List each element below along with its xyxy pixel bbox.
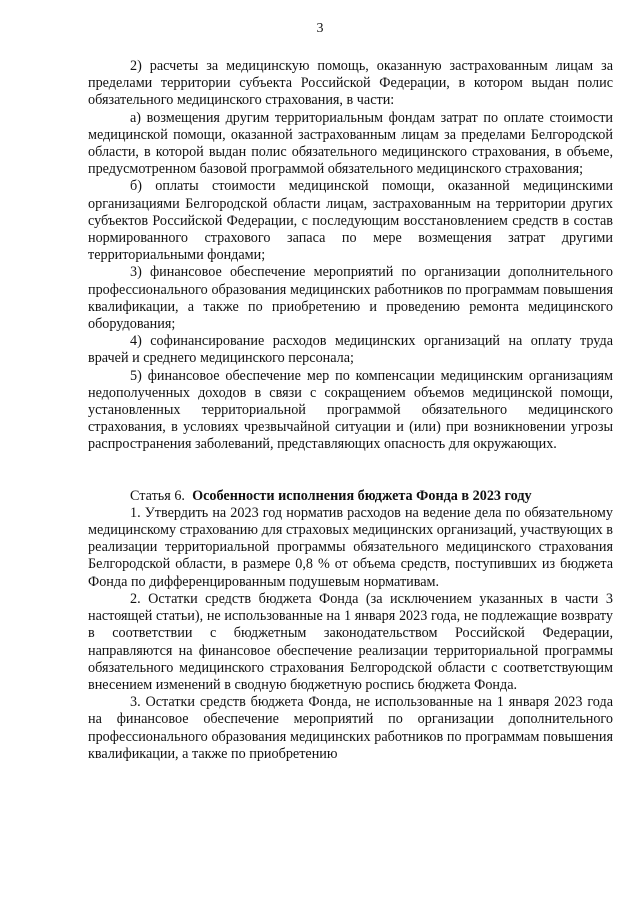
list-section [88,58,613,454]
article-paragraph: 1. Утвердить на 2023 год норматив расходов на ведение дела по обязательному медицинскому страхованию для страховых медицинских организаций, участвующих в реализации территориальной программы обязательного медицинского страхования Белгородской области, в размере 0,8 % от объема средств, поступивших из бюджета Фонда по дифференцированным подушевым нормативам. [88,504,613,590]
article-section [88,505,613,763]
article-label: Статья 6. [130,487,185,504]
list-item: 3) финансовое обеспечение мероприятий по организации дополнительного профессионального образования медицинских работников по программам повышения квалификации, а также по приобретению и проведению ремонта медицинского оборудования; [88,264,613,333]
list-item: а) возмещения другим территориальным фондам затрат по оплате стоимости медицинской помощи, оказанной застрахованным лицам за пределами Белгородской области, в которой выдан полис обязательного медицинского страхования, в объеме, предусмотренном базовой программой обязательного медицинского страхования; [88,109,613,178]
article-paragraph: 3. Остатки средств бюджета Фонда, не использованные на 1 января 2023 года на финансовое обеспечение мероприятий по организации дополнительного профессионального образования медицинских работников по программам повышения квалификации, а также по приобретению [88,694,613,762]
article-title: Особенности исполнения бюджета Фонда в 2023 году [192,487,532,504]
article-heading [88,488,613,505]
article-paragraph: 2. Остатки средств бюджета Фонда (за исключением указанных в части 3 настоящей статьи), не использованные на 1 января 2023 года, не подлежащие возврату в соответствии с бюджетным законодательством Российской Федерации, направляются на финансовое обеспечение реализации территориальной программы обязательного медицинского страхования Белгородской области с соответствующим внесением изменений в сводную бюджетную роспись бюджета Фонда. [88,590,613,693]
page-number: 3 [316,21,324,36]
list-item: 2) расчеты за медицинскую помощь, оказанную застрахованным лицам за пределами территории субъекта Российской Федерации, в котором выдан полис обязательного медицинского страхования, в части: [88,58,613,109]
list-item: 5) финансовое обеспечение мер по компенсации медицинским организациям недополученных доходов в связи с сокращением объемов медицинской помощи, установленных территориальной программой обязательного медицинского страхования, в условиях чрезвычайной ситуации и (или) при возникновении угрозы распространения заболеваний, представляющих опасность для окружающих. [88,367,613,453]
section-spacer [88,454,613,488]
list-item: 4) софинансирование расходов медицинских организаций на оплату труда врачей и среднего медицинского персонала; [88,333,613,367]
list-item: б) оплаты стоимости медицинской помощи, оказанной медицинскими организациями Белгородской области лицам, застрахованным на территории других субъектов Российской Федерации, с последующим восстановлением средств в состав нормированного страхового запаса по мере возмещения затрат другими территориальными фондами; [88,178,613,264]
